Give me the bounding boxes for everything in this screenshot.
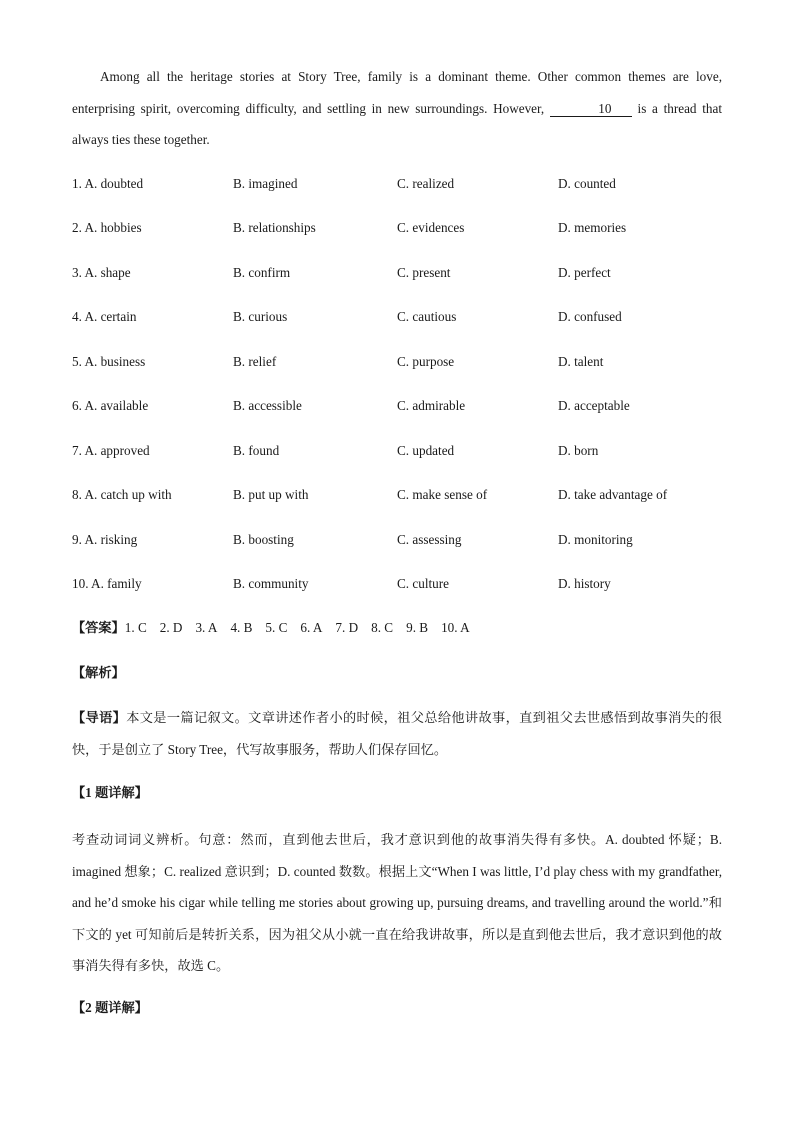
option-b: B. relationships: [233, 220, 316, 235]
answer-item: 10. A: [441, 620, 470, 635]
question-row: [72, 530, 722, 550]
question-row: [72, 396, 722, 416]
question-row: [72, 485, 722, 505]
option-b: B. found: [233, 443, 280, 458]
option-c: C. culture: [397, 576, 450, 591]
answer-key: [72, 618, 483, 638]
option-d: D. memories: [558, 220, 627, 235]
answer-item: 7. D: [335, 620, 359, 635]
option-a: 2. A. hobbies: [72, 220, 142, 235]
option-c: C. cautious: [397, 309, 457, 324]
answer-item: 4. B: [230, 620, 253, 635]
answer-item: 1. C: [124, 620, 147, 635]
answer-item: 9. B: [406, 620, 429, 635]
option-a: 10. A. family: [72, 576, 142, 591]
option-a: 6. A. available: [72, 398, 149, 413]
question-row: [72, 307, 722, 327]
answer-item: 2. D: [159, 620, 183, 635]
option-c: C. updated: [397, 443, 455, 458]
guide-label: 【导语】: [72, 710, 127, 725]
option-b: B. imagined: [233, 176, 298, 191]
option-a: 8. A. catch up with: [72, 487, 172, 502]
option-c: C. admirable: [397, 398, 466, 413]
option-c: C. evidences: [397, 220, 465, 235]
answer-item: 5. C: [265, 620, 288, 635]
guide-paragraph: [72, 702, 722, 765]
question-row: [72, 218, 722, 238]
passage-text-before: Among all the heritage stories at Story Tree, family is a dominant theme. Other common themes are love, enterprising spirit, overcoming difficulty, and settling in new surroundings. However,: [72, 69, 722, 116]
question-row: [72, 441, 722, 461]
option-d: D. monitoring: [558, 532, 633, 547]
option-c: C. make sense of: [397, 487, 488, 502]
option-d: D. born: [558, 443, 599, 458]
option-a: 5. A. business: [72, 354, 146, 369]
question-row: [72, 574, 722, 594]
blank-10: 10: [550, 102, 632, 117]
answer-item: 8. C: [371, 620, 394, 635]
option-c: C. realized: [397, 176, 455, 191]
passage-text-after: is a thread that always ties these together.: [72, 100, 722, 147]
option-a: 1. A. doubted: [72, 176, 144, 191]
passage-paragraph: [72, 61, 722, 156]
question-row: [72, 352, 722, 372]
option-d: D. take advantage of: [558, 487, 668, 502]
detail1-paragraph: 考查动词词义辨析。句意：然而，直到他去世后，我才意识到他的故事消失得有多快。A. doubted 怀疑；B. imagined 想象；C. realized 意识到；D. counted 数数。根据上文“When I was little, I’d play chess with my grandfather, and he’d smoke his cigar while telling me stories about growing up, pursuing dreams, and travelling around the world.”和下文的 yet 可知前后是转折关系，因为祖父从小就一直在给我讲故事，所以是直到他去世后，我才意识到他的故事消失得有多快，故选 C。: [72, 832, 722, 973]
option-d: D. counted: [558, 176, 616, 191]
option-b: B. boosting: [233, 532, 294, 547]
option-c: C. present: [397, 265, 451, 280]
option-b: B. curious: [233, 309, 288, 324]
option-d: D. talent: [558, 354, 604, 369]
option-c: C. assessing: [397, 532, 462, 547]
option-d: D. acceptable: [558, 398, 630, 413]
guide-text: 本文是一篇记叙文。文章讲述作者小的时候，祖父总给他讲故事，直到祖父去世感悟到故事消失的很快，于是创立了 Story Tree，代写故事服务，帮助人们保存回忆。: [72, 710, 723, 757]
option-d: D. perfect: [558, 265, 611, 280]
option-d: D. history: [558, 576, 611, 591]
detail1-heading: 【1 题详解】: [72, 785, 148, 800]
option-b: B. community: [233, 576, 309, 591]
analysis-heading: 【解析】: [72, 665, 125, 680]
option-a: 7. A. approved: [72, 443, 150, 458]
option-d: D. confused: [558, 309, 622, 324]
detail2-heading: 【2 题详解】: [72, 1000, 148, 1015]
option-b: B. put up with: [233, 487, 309, 502]
option-c: C. purpose: [397, 354, 455, 369]
option-a: 3. A. shape: [72, 265, 131, 280]
option-b: B. confirm: [233, 265, 291, 280]
question-row: [72, 174, 722, 194]
answer-label: 【答案】: [72, 620, 125, 635]
answer-item: 6. A: [300, 620, 323, 635]
option-b: B. relief: [233, 354, 277, 369]
answer-item: 3. A: [195, 620, 218, 635]
option-b: B. accessible: [233, 398, 302, 413]
question-row: [72, 263, 722, 283]
option-a: 9. A. risking: [72, 532, 138, 547]
option-a: 4. A. certain: [72, 309, 137, 324]
